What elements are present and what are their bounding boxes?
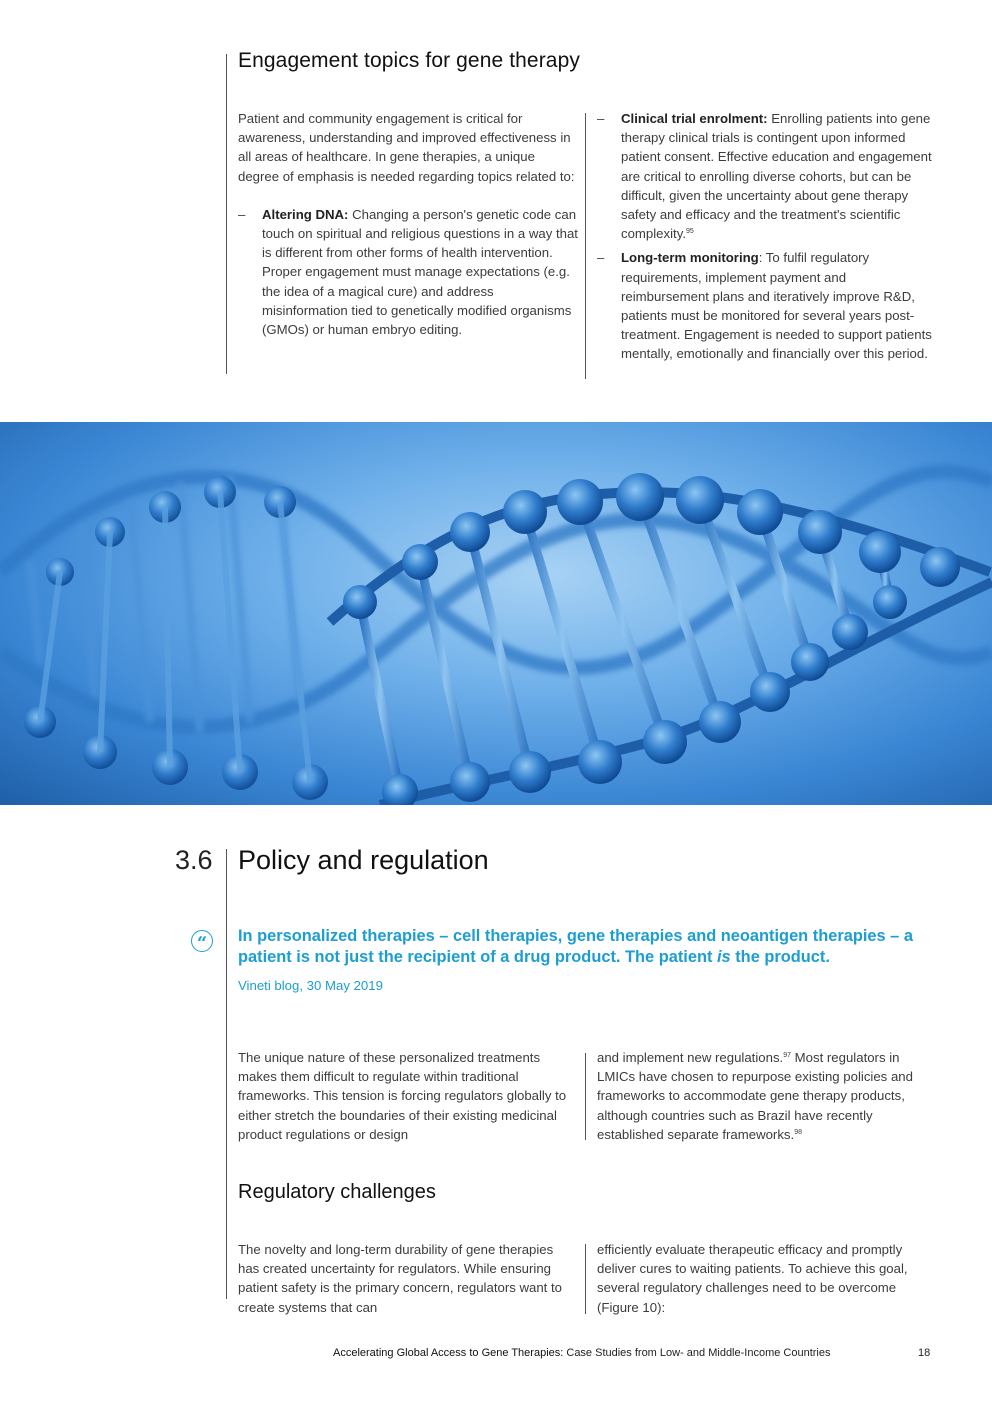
quote-source: Vineti blog, 30 May 2019 [238,978,383,993]
bullet-dash: – [597,111,605,126]
regulatory-left-column [238,1240,578,1317]
regulatory-paragraph-right: efficiently evaluate therapeutic efficacy and promptly deliver cures to waiting patients. To achieve this goal, several regulatory challenges need to be overcome (Figure 10): [597,1242,908,1315]
section-number: 3.6 [175,845,213,875]
bullet-altering-dna [238,205,578,339]
quote-emphasis: is [717,948,731,966]
quote-text-end: the product. [730,948,830,966]
bullet-text: Enrolling patients into gene therapy clinical trials is contingent upon informed patient consent. Effective education and engagement are critical to enrolling diverse cohorts, but can be difficult, given the uncertainty about gene therapy safety and efficacy and the treatment's scientific complexity. [621,111,932,242]
bullet-text: Changing a person's genetic code can touch on spiritual and religious questions in a way that is different from other forms of health intervention. Proper engagement must manage expectations (e.g. the idea of a magical cure) and address misinformation tied to genetically modified organisms (GMOs) or human embryo editing. [262,206,578,338]
engagement-heading: Engagement topics for gene therapy [238,49,580,72]
bullet-text: : To fulfil regulatory requirements, implement payment and reimbursement plans and iteratively improve R&D, patients must be monitored for several years post-treatment. Engagement is needed to support patients mentally, emotionally and financially over this period. [621,250,932,362]
bullet-term: Long-term monitoring [621,250,759,266]
regulatory-heading: Regulatory challenges [238,1181,436,1203]
policy-rule [226,849,227,1299]
policy-paragraph-left: The unique nature of these personalized treatments makes them difficult to regulate within traditional frameworks. This tension is forcing regulators globally to either stretch the boundaries of their existing medicinal product regulations or design [238,1050,567,1142]
engagement-intro: Patient and community engagement is critical for awareness, understanding and improved effectiveness in all areas of healthcare. In gene therapies, a unique degree of emphasis is needed regarding topics related to: [238,111,575,184]
bullet-dash: – [238,206,246,222]
footnote-ref: 97 [783,1052,791,1059]
footer-title: Case Studies from Low- and Middle-Income Countries [563,1347,831,1359]
policy-paragraph-right: and implement new regulations.$^{97}$ Most regulators in LMICs have chosen to repurpose existing policies and frameworks to accommodate gene therapy products, although countries such as Brazil have recently established separate frameworks.$^{98}$ [597,1050,913,1142]
engagement-rule [226,54,227,374]
regulatory-paragraph-left: The novelty and long-term durability of gene therapies has created uncertainty for regulators. While ensuring patient safety is the primary concern, regulators want to create systems that can [238,1242,562,1315]
engagement-column-rule [585,113,586,379]
page-number: 18 [918,1347,931,1359]
pull-quote [238,926,938,968]
policy-heading: Policy and regulation [238,845,489,875]
bullet-dash: – [597,250,605,266]
footer-title-bold: Accelerating Global Access to Gene Therapies: [333,1347,564,1359]
footnote-ref: 98 [794,1128,802,1136]
quote-icon: “ [191,930,213,952]
bullet-clinical-trial [597,109,937,243]
policy-left-column [238,1048,576,1144]
footnote-ref: 95 [685,228,694,236]
quote-text: In personalized therapies – cell therapies, gene therapies and neoantigen therapies – a patient is not just the recipient of a drug product. The patient [238,927,913,966]
engagement-right-column [597,109,937,364]
policy-right-column [597,1048,937,1144]
regulatory-right-column [597,1240,937,1317]
foreground-helix [24,473,992,805]
policy-column-rule [585,1053,586,1140]
engagement-left-column [238,109,578,339]
bullet-term: Altering DNA: [262,206,349,222]
dna-helix-image [0,422,992,805]
regulatory-column-rule [585,1244,586,1314]
page-footer [333,1347,831,1359]
bullet-long-term [597,248,937,363]
dna-helix-illustration [0,422,992,805]
bullet-term: Clinical trial enrolment: [621,111,768,126]
